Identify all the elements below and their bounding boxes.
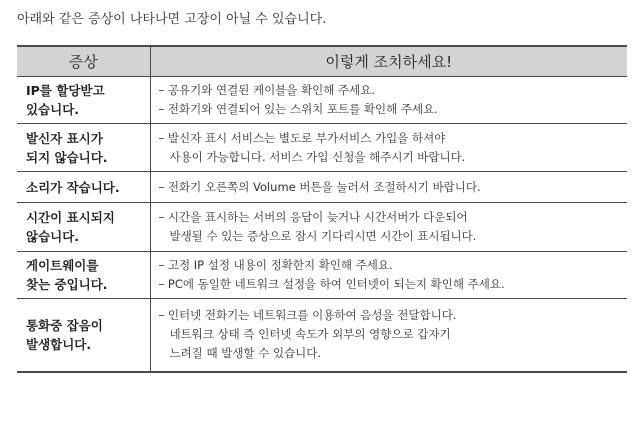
table-row <box>17 299 627 372</box>
symptom-line: IP를 할당받고 <box>26 83 105 98</box>
symptom-line: 소리가 작습니다. <box>26 179 120 195</box>
solution-line: – 전화기 오른쪽의 Volume 버튼을 눌러서 조절하시기 바랍니다. <box>158 179 481 194</box>
solution-line: 네트워크 상태 즉 인터넷 속도가 외부의 영향으로 갑자기 <box>158 327 451 342</box>
table-body <box>17 77 627 372</box>
table-row <box>17 77 627 124</box>
symptom-line: 통화중 잡음이 <box>26 317 103 333</box>
table-header <box>17 46 627 77</box>
solution-cell <box>150 299 627 372</box>
solution-line: – 인터넷 전화기는 네트워크를 이용하여 음성을 전달합니다. <box>158 308 457 323</box>
symptom-line: 시간이 표시되지 <box>26 210 115 225</box>
symptom-cell <box>17 172 150 203</box>
symptom-cell <box>17 124 150 172</box>
symptom-line: 게이트웨이를 <box>26 258 99 273</box>
solution-cell <box>150 172 627 203</box>
intro-text: 아래와 같은 증상이 나타나면 고장이 아닐 수 있습니다. <box>17 12 327 27</box>
solution-line: – 고정 IP 설정 내용이 정확한지 확인해 주세요. <box>158 258 393 272</box>
table-row <box>17 172 627 203</box>
symptom-cell <box>17 203 150 252</box>
solution-line: – PC에 동일한 네트워크 설정을 하여 인터넷이 되는지 확인해 주세요. <box>158 277 505 291</box>
symptom-line: 발신자 표시가 <box>26 130 103 146</box>
symptom-cell <box>17 299 150 372</box>
solution-line: 사용이 가능합니다. 서비스 가입 신청을 해주시기 바랍니다. <box>158 149 466 164</box>
symptom-cell <box>17 77 150 124</box>
solution-line: 발생될 수 있는 증상으로 잠시 기다리시면 시간이 표시됩니다. <box>158 229 477 243</box>
table-row <box>17 252 627 299</box>
table-row <box>17 124 627 172</box>
table-row <box>17 203 627 252</box>
symptom-line: 않습니다. <box>26 229 80 244</box>
header-solution: 이렇게 조치하세요! <box>150 46 627 77</box>
solution-cell <box>150 124 627 172</box>
header-row <box>17 46 627 77</box>
solution-line: – 공유기와 연결된 케이블을 확인해 주세요. <box>158 83 376 97</box>
header-symptom: 증상 <box>17 46 150 77</box>
symptom-line: 발생합니다. <box>26 336 92 352</box>
solution-line: – 발신자 표시 서비스는 별도로 부가서비스 가입을 하셔야 <box>158 130 446 145</box>
symptom-cell <box>17 252 150 299</box>
solution-line: – 전화기와 연결되어 있는 스위치 포트를 확인해 주세요. <box>158 102 438 116</box>
solution-line: 느려질 때 발생할 수 있습니다. <box>158 346 322 361</box>
troubleshooting-table <box>17 45 627 373</box>
solution-cell <box>150 252 627 299</box>
symptom-line: 되지 않습니다. <box>26 149 108 165</box>
solution-line: – 시간을 표시하는 서버의 응답이 늦거나 시간서버가 다운되어 <box>158 210 468 224</box>
solution-cell <box>150 77 627 124</box>
solution-cell <box>150 203 627 252</box>
symptom-line: 있습니다. <box>26 102 80 117</box>
symptom-line: 찾는 중입니다. <box>26 277 108 292</box>
